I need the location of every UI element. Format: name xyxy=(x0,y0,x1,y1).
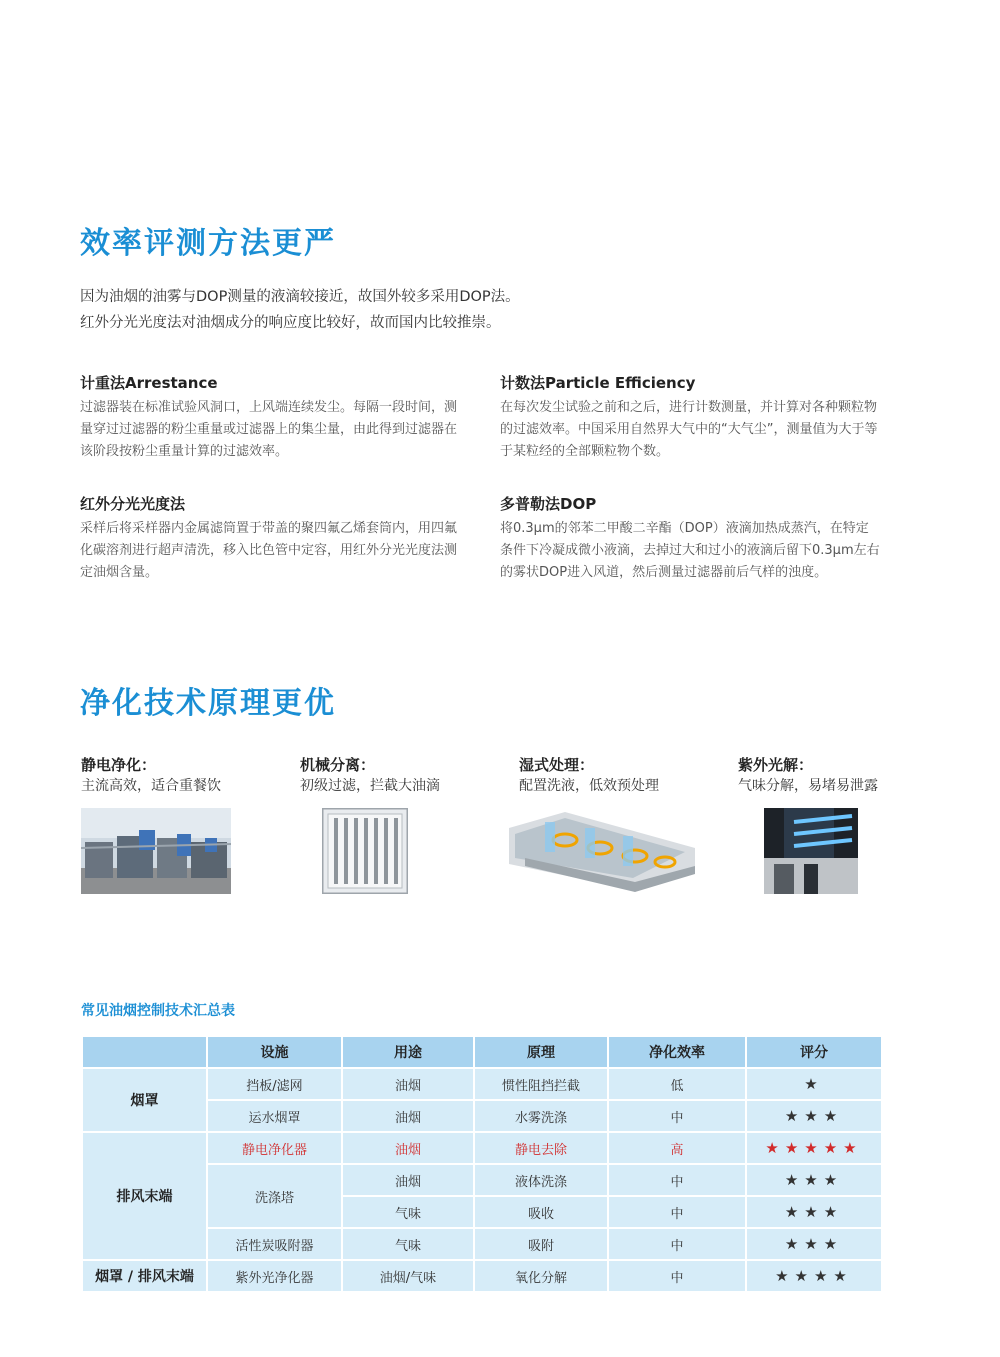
method-title: 红外分光光度法 xyxy=(80,495,186,513)
cell-efficiency: 中 xyxy=(609,1165,745,1195)
tech-electrostatic xyxy=(81,755,251,797)
method-particle-efficiency xyxy=(500,372,880,463)
method-infrared xyxy=(80,493,460,584)
cell-efficiency: 低 xyxy=(609,1069,745,1099)
cell-score: ★★★ xyxy=(747,1165,881,1195)
group-hood: 烟罩 xyxy=(83,1069,206,1131)
intro-line-1: 因为油烟的油雾与DOP测量的液滴较接近，故国外较多采用DOP法。 xyxy=(80,289,520,305)
table-header-row xyxy=(83,1037,881,1067)
header-score: 评分 xyxy=(747,1037,881,1067)
cell-facility: 运水烟罩 xyxy=(208,1101,341,1131)
cell-efficiency: 中 xyxy=(609,1261,745,1291)
tech-uv xyxy=(738,755,908,797)
cell-use: 油烟 xyxy=(343,1165,473,1195)
cell-principle: 水雾洗涤 xyxy=(475,1101,607,1131)
summary-table xyxy=(81,1035,883,1293)
cell-use: 油烟/气味 xyxy=(343,1261,473,1291)
tech-title: 湿式处理： xyxy=(519,756,595,774)
method-title: 多普勒法DOP xyxy=(500,495,597,513)
cell-facility: 紫外光净化器 xyxy=(208,1261,341,1291)
cell-score: ★★★ xyxy=(747,1101,881,1131)
header-group xyxy=(83,1037,206,1067)
cell-principle: 吸收 xyxy=(475,1197,607,1227)
section-title-technology: 净化技术原理更优 xyxy=(80,686,336,721)
cell-use: 油烟 xyxy=(343,1069,473,1099)
header-principle: 原理 xyxy=(475,1037,607,1067)
tech-wet xyxy=(519,755,689,797)
tech-desc: 初级过滤，拦截大油滴 xyxy=(300,778,440,794)
cell-score: ★★★ xyxy=(747,1197,881,1227)
cell-score: ★ xyxy=(747,1069,881,1099)
tech-desc: 气味分解，易堵易泄露 xyxy=(738,778,878,794)
mechanical-filter-image xyxy=(322,808,408,894)
method-dop xyxy=(500,493,880,584)
group-hood-exhaust: 烟罩 / 排风末端 xyxy=(83,1261,206,1291)
cell-principle: 吸附 xyxy=(475,1229,607,1259)
header-facility: 设施 xyxy=(208,1037,341,1067)
method-arrestance xyxy=(80,372,460,463)
intro-text xyxy=(80,284,520,336)
cell-efficiency: 高 xyxy=(609,1133,745,1163)
summary-table-title: 常见油烟控制技术汇总表 xyxy=(81,1003,235,1019)
tech-desc: 配置洗液，低效预处理 xyxy=(519,778,659,794)
tech-title: 机械分离： xyxy=(300,756,376,774)
tech-title: 静电净化： xyxy=(81,756,157,774)
cell-facility: 静电净化器 xyxy=(208,1133,341,1163)
tech-title: 紫外光解： xyxy=(738,756,814,774)
section-title-efficiency: 效率评测方法更严 xyxy=(80,226,336,261)
intro-line-2: 红外分光光度法对油烟成分的响应度比较好，故而国内比较推崇。 xyxy=(80,315,501,331)
cell-use: 油烟 xyxy=(343,1101,473,1131)
cell-principle: 惯性阻挡拦截 xyxy=(475,1069,607,1099)
cell-principle: 氧化分解 xyxy=(475,1261,607,1291)
cell-score: ★★★ xyxy=(747,1229,881,1259)
cell-score: ★★★★★ xyxy=(747,1133,881,1163)
method-desc: 将0.3μm的邻苯二甲酸二辛酯（DOP）液滴加热成蒸汽，在特定条件下冷凝成微小液滴，去掉过大和过小的液滴后留下0.3μm左右的雾状DOP进入风道，然后测量过滤器前后气样的浊度。 xyxy=(500,521,880,580)
tech-mechanical xyxy=(300,755,470,797)
table-row xyxy=(83,1261,881,1291)
cell-use: 气味 xyxy=(343,1229,473,1259)
method-desc: 采样后将采样器内金属滤筒置于带盖的聚四氟乙烯套筒内，用四氟化碳溶剂进行超声清洗，移入比色管中定容，用红外分光光度法测定油烟含量。 xyxy=(80,521,458,580)
cell-principle: 液体洗涤 xyxy=(475,1165,607,1195)
method-desc: 过滤器装在标准试验风洞口，上风端连续发尘。每隔一段时间，测量穿过过滤器的粉尘重量或过滤器上的集尘量，由此得到过滤器在该阶段按粉尘重量计算的过滤效率。 xyxy=(80,400,458,459)
cell-efficiency: 中 xyxy=(609,1197,745,1227)
group-exhaust-end: 排风末端 xyxy=(83,1133,206,1259)
cell-score: ★★★★ xyxy=(747,1261,881,1291)
table-row-highlight xyxy=(83,1133,881,1163)
electrostatic-equipment-image xyxy=(81,808,231,894)
cell-principle: 静电去除 xyxy=(475,1133,607,1163)
cell-efficiency: 中 xyxy=(609,1229,745,1259)
method-desc: 在每次发尘试验之前和之后，进行计数测量，并计算对各种颗粒物的过滤效率。中国采用自然界大气中的“大气尘”，测量值为大于等于某粒经的全部颗粒物个数。 xyxy=(500,400,878,459)
uv-lamp-image xyxy=(764,808,858,894)
cell-use: 油烟 xyxy=(343,1133,473,1163)
cell-use: 气味 xyxy=(343,1197,473,1227)
header-efficiency: 净化效率 xyxy=(609,1037,745,1067)
cell-facility: 洗涤塔 xyxy=(208,1165,341,1227)
header-use: 用途 xyxy=(343,1037,473,1067)
method-title: 计数法Particle Efficiency xyxy=(500,374,696,392)
wet-hood-image xyxy=(505,808,699,894)
method-title: 计重法Arrestance xyxy=(80,374,218,392)
cell-facility: 挡板/滤网 xyxy=(208,1069,341,1099)
cell-facility: 活性炭吸附器 xyxy=(208,1229,341,1259)
cell-efficiency: 中 xyxy=(609,1101,745,1131)
tech-desc: 主流高效，适合重餐饮 xyxy=(81,778,221,794)
table-row xyxy=(83,1069,881,1099)
